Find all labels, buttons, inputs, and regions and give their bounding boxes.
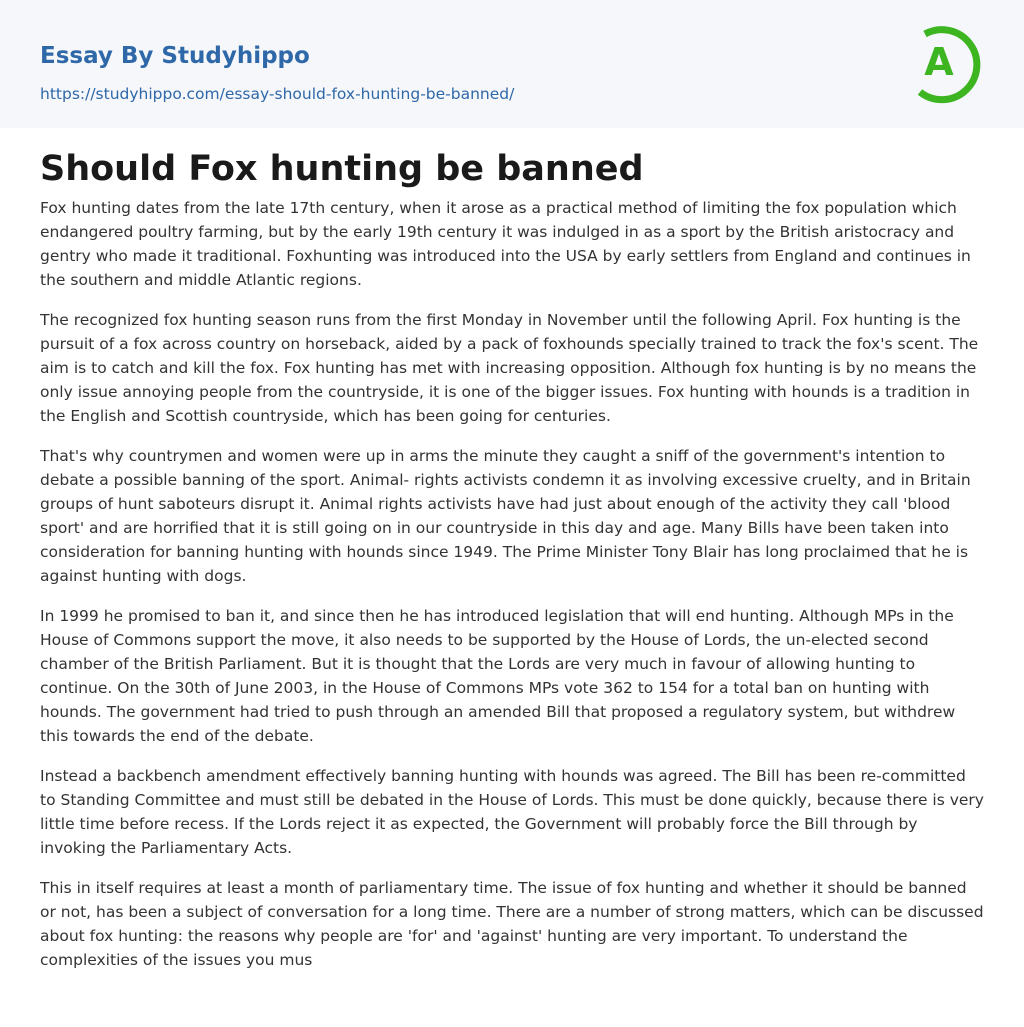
site-brand[interactable]: Essay By Studyhippo	[40, 43, 310, 69]
site-header	[0, 0, 1024, 128]
essay-paragraph: In 1999 he promised to ban it, and since then he has introduced legislation that will end hunting. Although MPs in the House of Commons support the move, it also needs to be supported by the House of Lords, the un-elected second chamber of the British Parliament. But it is thought that the Lords are very much in favour of allowing hunting to continue. On the 30th of June 2003, in the House of Commons MPs vote 362 to 154 for a total ban on hunting with hounds. The government had tried to push through an amended Bill that proposed a regulatory system, but withdrew this towards the end of the debate.	[40, 607, 956, 745]
logo-letter: A	[924, 40, 954, 84]
essay-paragraph: Fox hunting dates from the late 17th century, when it arose as a practical method of limiting the fox population which endangered poultry farming, but by the early 19th century it was indulged in as a sport by the British aristocracy and gentry who made it traditional. Foxhunting was introduced into the USA by early settlers from England and continues in the southern and middle Atlantic regions.	[40, 199, 971, 289]
essay-content	[40, 146, 984, 988]
essay-paragraph: That's why countrymen and women were up in arms the minute they caught a sniff of the government's intention to debate a possible banning of the sport. Animal- rights activists condemn it as involving excessive cruelty, and in Britain groups of hunt saboteurs disrupt it. Animal rights activists have had just about enough of the activity they call 'blood sport' and are horrified that it is still going on in our countryside in this day and age. Many Bills have been taken into consideration for banning hunting with hounds since 1949. The Prime Minister Tony Blair has long proclaimed that he is against hunting with dogs.	[40, 447, 971, 585]
essay-title: Should Fox hunting be banned	[40, 149, 644, 189]
essay-url-link[interactable]: https://studyhippo.com/essay-should-fox-hunting-be-banned/	[40, 85, 515, 103]
essay-paragraph: Instead a backbench amendment effectively banning hunting with hounds was agreed. The Bill has been re-committed to Standing Committee and must still be debated in the House of Lords. This must be done quickly, because there is very little time before recess. If the Lords reject it as expected, the Government will probably force the Bill through by invoking the Parliamentary Acts.	[40, 767, 984, 857]
essay-paragraph: This in itself requires at least a month of parliamentary time. The issue of fox hunting and whether it should be banned or not, has been a subject of conversation for a long time. There are a number of strong matters, which can be discussed about fox hunting: the reasons why people are 'for' and 'against' hunting are very important. To understand the complexities of the issues you mus	[40, 879, 984, 969]
essay-paragraph: The recognized fox hunting season runs from the first Monday in November until the following April. Fox hunting is the pursuit of a fox across country on horseback, aided by a pack of foxhounds specially trained to track the fox's scent. The aim is to catch and kill the fox. Fox hunting has met with increasing opposition. Although fox hunting is by no means the only issue annoying people from the countryside, it is one of the bigger issues. Fox hunting with hounds is a tradition in the English and Scottish countryside, which has been going for centuries.	[40, 311, 979, 425]
studyhippo-logo-icon[interactable]	[910, 19, 988, 105]
